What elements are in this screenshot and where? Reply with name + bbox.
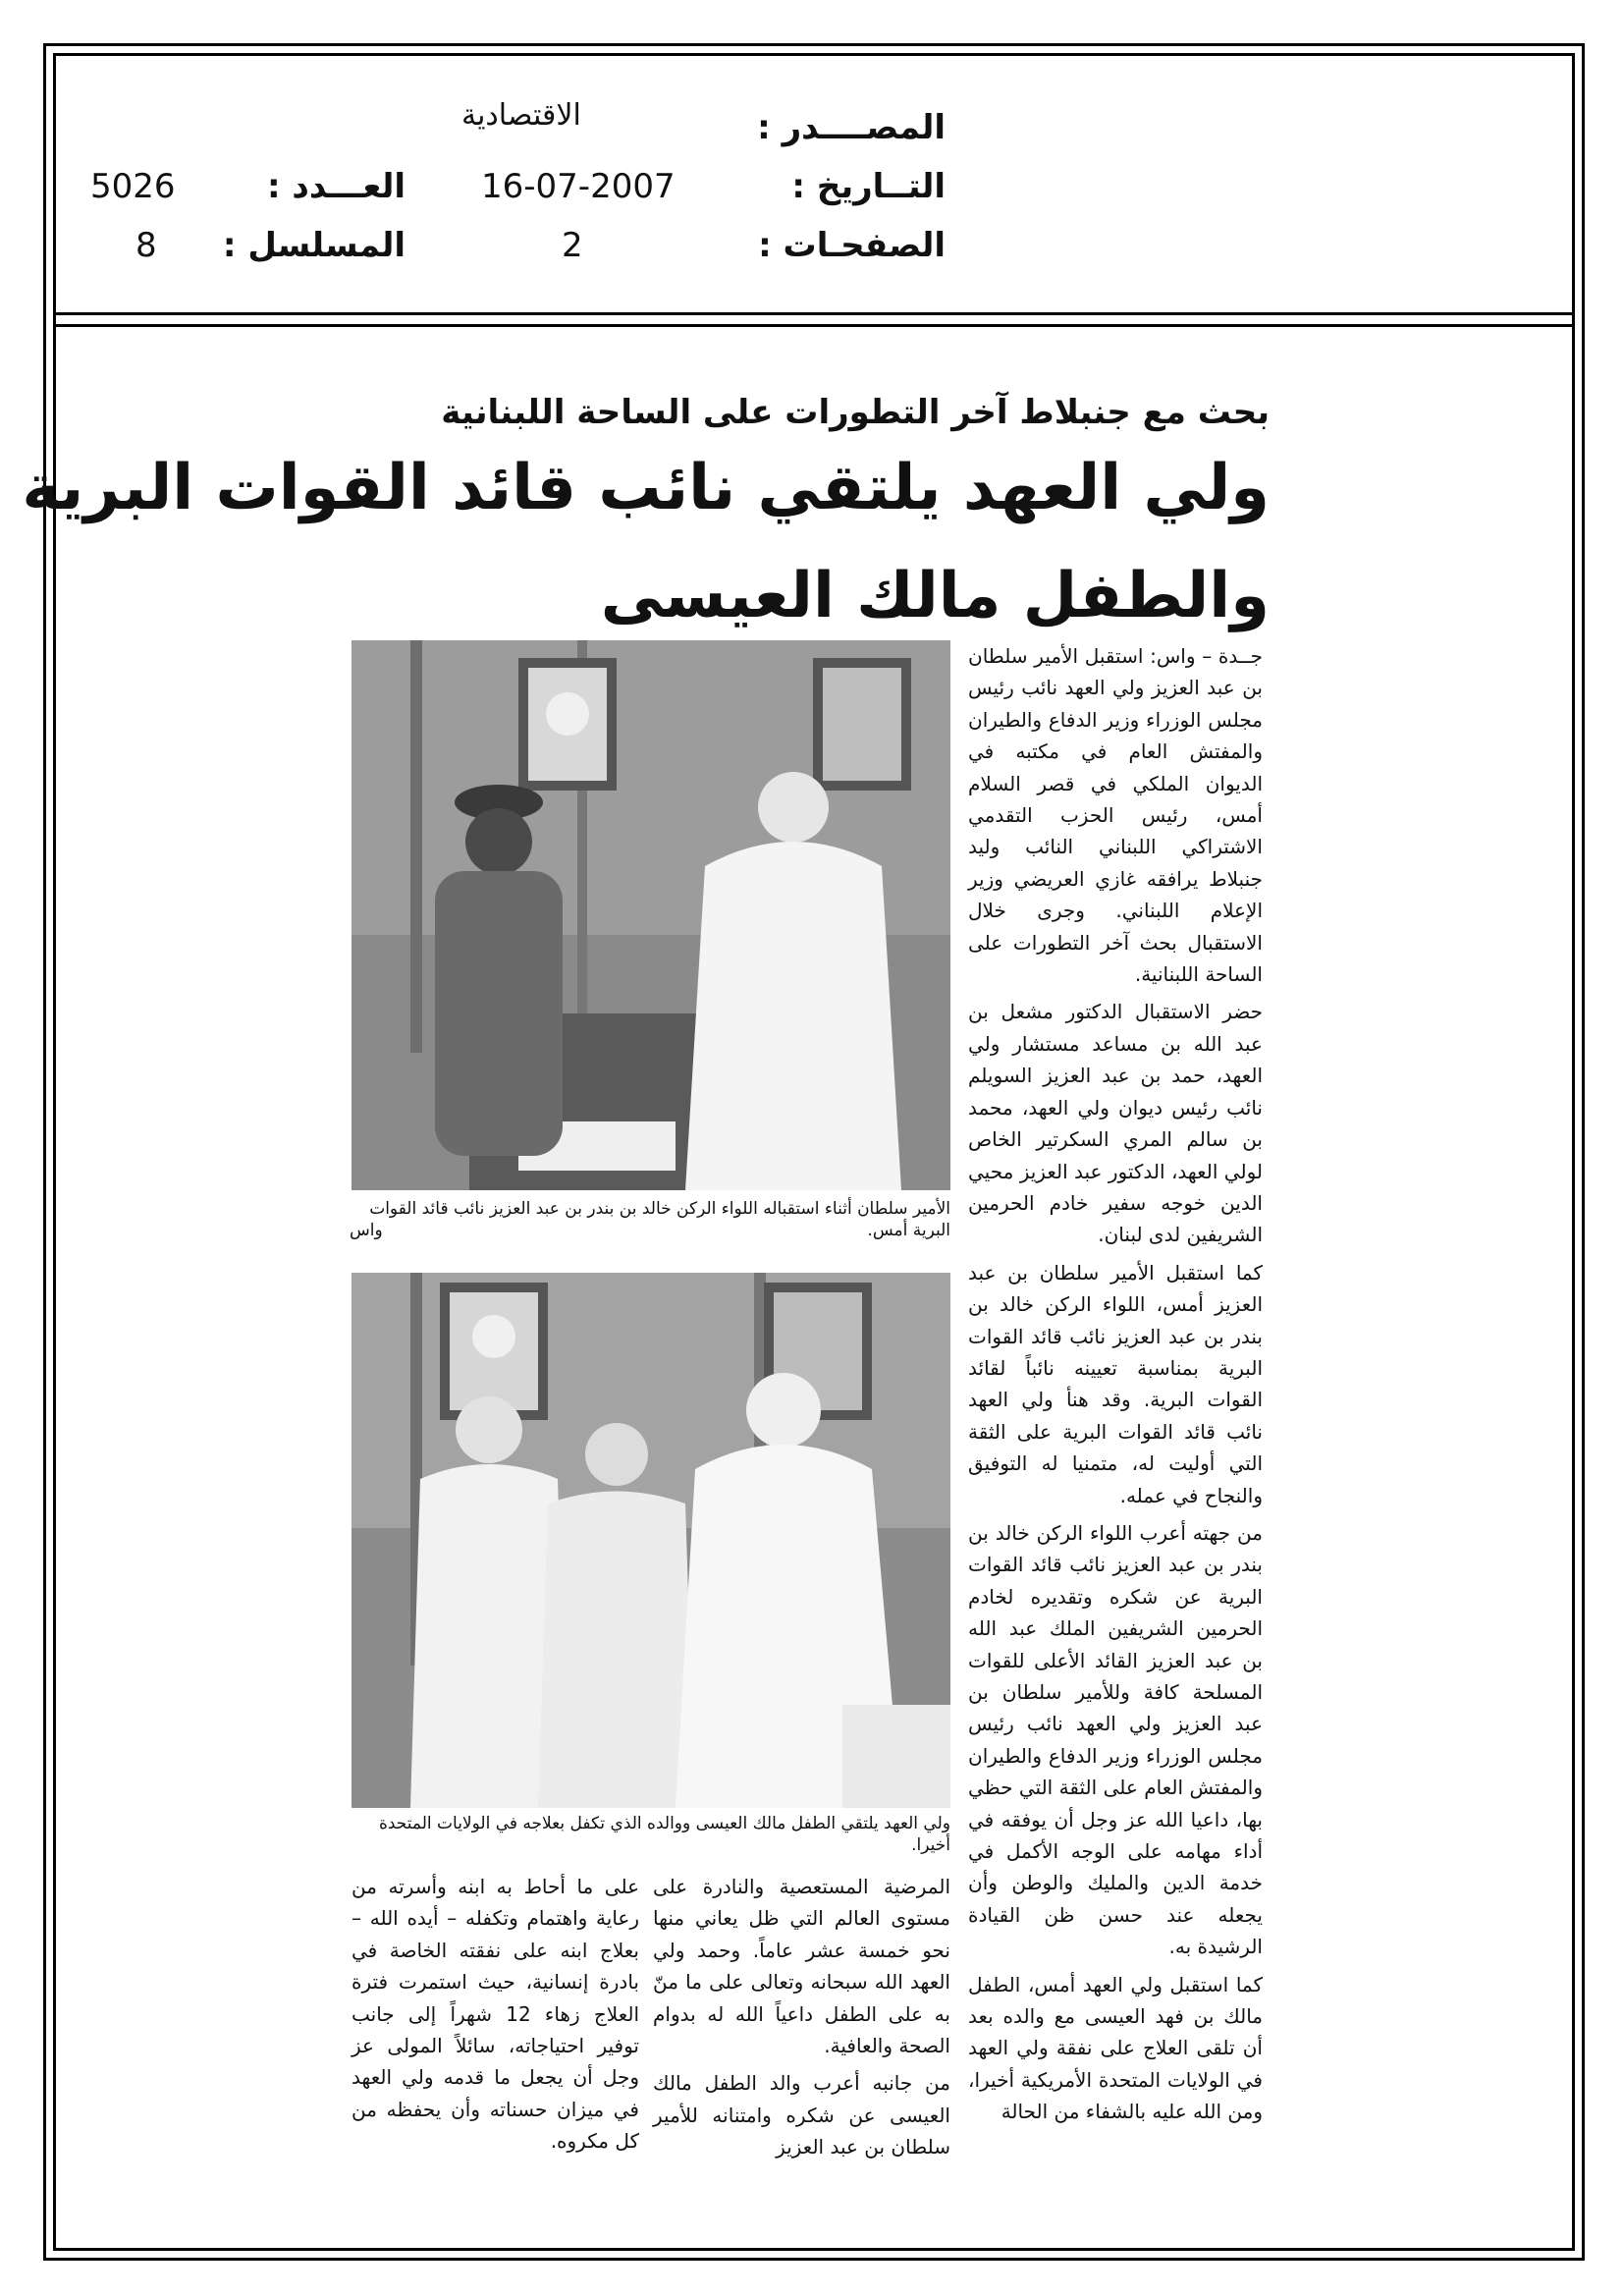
serial-value: 8 — [135, 226, 157, 265]
article-column-middle — [653, 1871, 950, 2169]
paragraph: كما استقبل ولي العهد أمس، الطفل مالك بن فهد العيسى مع والده بعد أن تلقى العلاج على نفقة ولي العهد في الولايات المتحدة الأمريكية أخيرا، ومن الله عليه بالشفاء من الحالة — [968, 1972, 1263, 2124]
source-label: المصــــدر : — [757, 108, 946, 147]
paragraph: جــدة – واس: استقبل الأمير سلطان بن عبد العزيز ولي العهد نائب رئيس مجلس الوزراء وزير الدفاع والطيران والمفتش العام في مكتبه في الديوان الملكي في قصر السلام أمس، رئيس الحزب التقدمي الاشتراكي اللبناني النائب وليد جنبلاط يرافقه غازي العريضي وزير الإعلام اللبناني. وجرى خلال الاستقبال بحث آخر التطورات على الساحة اللبنانية. — [968, 644, 1263, 987]
headline-line-1: ولي العهد يلتقي نائب قائد القوات البرية — [22, 452, 1270, 524]
paragraph: حضر الاستقبال الدكتور مشعل بن عبد الله بن مساعد مستشار ولي العهد، حمد بن عبد العزيز السويلم نائب رئيس ديوان ولي العهد، محمد بن سالم المري السكرتير الخاص لولي العهد، الدكتور عبد العزيز محيي الدين خوجه سفير خادم الحرمين الشريفين لدى لبنان. — [968, 1000, 1263, 1247]
issue-label: العـــدد : — [267, 167, 406, 206]
pages-label: الصفحـات : — [758, 226, 946, 265]
header-separator — [53, 312, 1575, 315]
source-value: الاقتصادية — [461, 98, 581, 133]
date-label: التــاريخ : — [791, 167, 946, 206]
photo-reception-officer — [352, 640, 950, 1190]
date-value: 16-07-2007 — [481, 167, 676, 206]
header-separator-2 — [53, 324, 1575, 327]
issue-value: 5026 — [90, 167, 176, 206]
photo-reception-child — [352, 1273, 950, 1808]
paragraph: من جانبه أعرب والد الطفل مالك العيسى عن شكره وامتنانه للأمير سلطان بن عبد العزيز — [653, 2071, 950, 2159]
headline-line-2: والطفل مالك العيسى — [600, 560, 1270, 632]
paragraph: على ما أحاط به ابنه وأسرته من رعاية واهتمام وتكفله – أيده الله – بعلاج ابنه على نفقته الخاصة في بادرة إنسانية، حيث استمرت فترة العلاج زهاء 12 شهراً إلى جانب توفير احتياجاته، سائلاً المولى عز وجل أن يجعل ما قدمه ولي العهد في ميزان حسناته وأن يحفظه من كل مكروه. — [352, 1875, 640, 2154]
paragraph: المرضية المستعصية والنادرة على مستوى العالم التي ظل يعاني منها نحو خمسة عشر عاماً. وحمد ولي العهد الله سبحانه وتعالى على ما منّ به على الطفل داعياً الله له بدوام الصحة والعافية. — [653, 1875, 950, 2058]
pages-value: 2 — [562, 226, 583, 265]
photo-caption-1 — [350, 1198, 950, 1241]
photo-caption-2: ولي العهد يلتقي الطفل مالك العيسى ووالده الذي تكفل بعلاجه في الولايات المتحدة أخيرا. — [378, 1814, 950, 1855]
serial-label: المسلسل : — [222, 226, 406, 265]
caption-1-text: الأمير سلطان أثناء استقباله اللواء الركن خالد بن بندر بن عبد العزيز نائب قائد القوات البرية أمس. — [369, 1199, 950, 1240]
paragraph: كما استقبل الأمير سلطان بن عبد العزيز أمس، اللواء الركن خالد بن بندر بن عبد العزيز نائب قائد القوات البرية بمناسبة تعيينه نائباً لقائد القوات البرية. وقد هنأ ولي العهد نائب قائد القوات البرية على الثقة التي أوليت له، متمنيا له التوفيق والنجاح في عمله. — [968, 1260, 1263, 1507]
article-column-right — [968, 640, 1263, 2134]
paragraph: من جهته أعرب اللواء الركن خالد بن بندر بن عبد العزيز نائب قائد القوات البرية عن شكره وتقديره لخادم الحرمين الشريفين الملك عبد الله بن عبد العزيز القائد الأعلى للقوات المسلحة كافة وللأمير سلطان بن عبد العزيز ولي العهد نائب رئيس مجلس الوزراء وزير الدفاع والطيران والمفتش العام على الثقة التي حظي بها، داعيا الله عز وجل أن يوفقه في أداء مهامه على الوجه الأكمل في خدمة الدين والمليك والوطن وأن يجعله عند حسن ظن القيادة الرشيدة به. — [968, 1520, 1263, 1959]
article-column-left — [352, 1871, 639, 2163]
caption-1-credit: واس — [350, 1221, 383, 1240]
article-kicker: بحث مع جنبلاط آخر التطورات على الساحة اللبنانية — [441, 393, 1270, 432]
